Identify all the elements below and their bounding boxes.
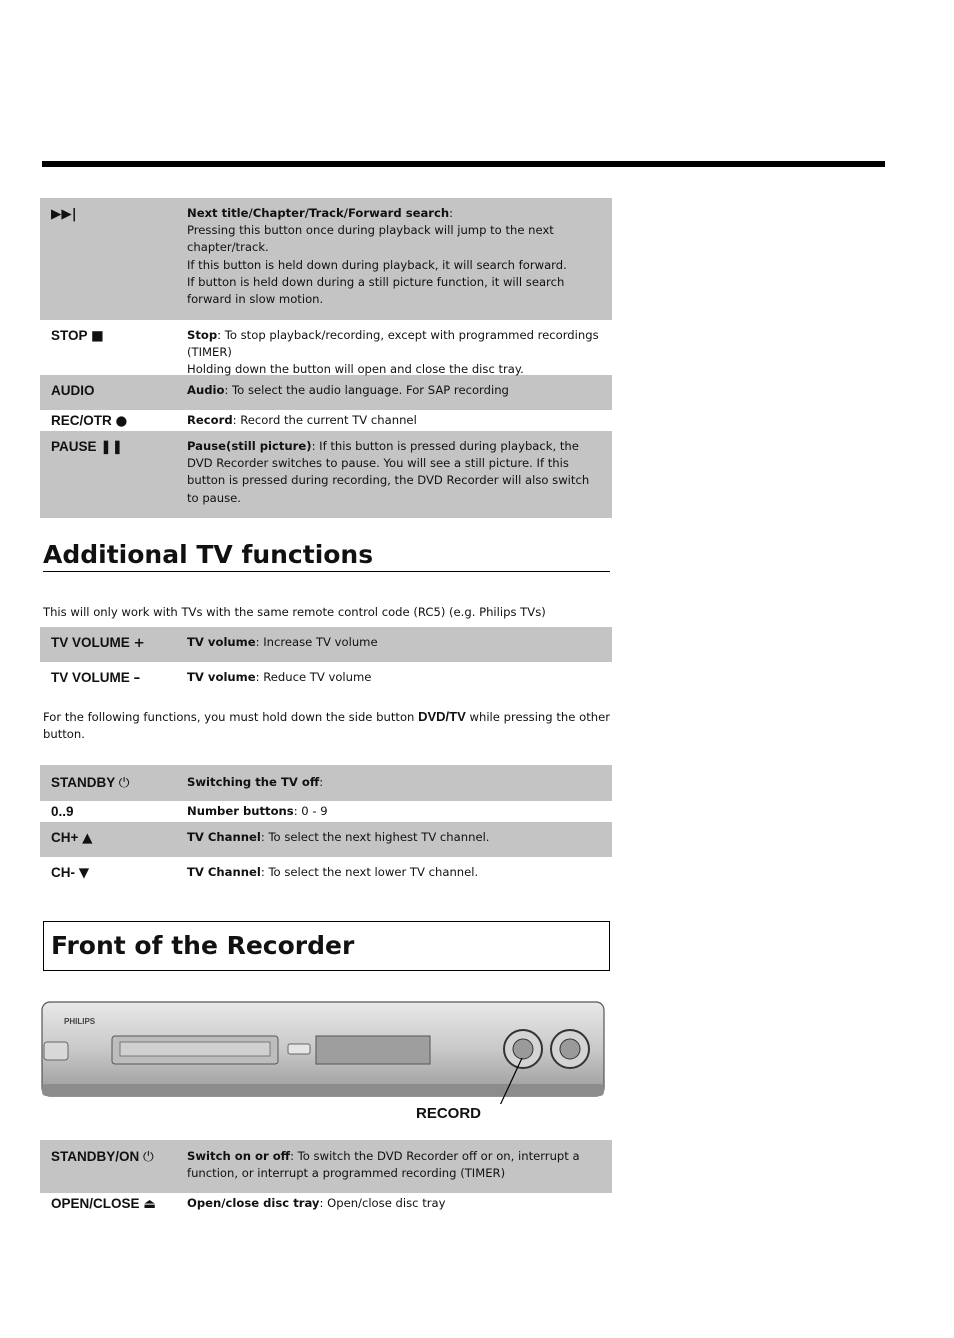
table-row	[40, 431, 612, 518]
row-key: STANDBY ⏻	[51, 775, 130, 791]
row-description: Stop: To stop playback/recording, except with programmed recordings (TIMER) Holding down the button will open and close the disc tray.	[187, 328, 599, 377]
minus-icon: –	[133, 670, 141, 686]
row-description: Open/close disc tray: Open/close disc tray	[187, 1196, 446, 1210]
power-icon: ⏻	[118, 775, 130, 791]
row-description: Record: Record the current TV channel	[187, 413, 417, 427]
recorder-front-image	[40, 996, 607, 1104]
row-key: CH+ ▲	[51, 830, 93, 846]
row-description: TV volume: Increase TV volume	[187, 635, 378, 649]
intro-paragraph: This will only work with TVs with the same remote control code (RC5) (e.g. Philips TVs)	[43, 605, 546, 619]
table-row	[40, 822, 612, 857]
stop-icon: ■	[91, 328, 104, 344]
row-key: OPEN/CLOSE ⏏	[51, 1196, 157, 1212]
row-key: AUDIO	[51, 383, 95, 398]
section-heading-tv-functions: Additional TV functions	[43, 540, 610, 572]
tv-functions-table	[40, 765, 612, 885]
table-row	[40, 662, 612, 690]
row-key: PAUSE ❚❚	[51, 439, 123, 455]
row-description: Pause(still picture): If this button is pressed during playback, the DVD Recorder switches to pause. You will see a still picture. If this button is pressed during recording, the DVD Recorder will also switch to pause.	[187, 439, 590, 505]
row-description: Switch on or off: To switch the DVD Recorder off or on, interrupt a function, or interrupt a programmed recording (TIMER)	[187, 1149, 580, 1181]
standby-button[interactable]	[44, 1042, 68, 1060]
front-buttons-table	[40, 1140, 612, 1219]
table-row	[40, 1193, 612, 1219]
table-row	[40, 1140, 612, 1193]
row-description: TV Channel: To select the next highest TV channel.	[187, 830, 490, 844]
table-row	[40, 198, 612, 320]
row-key: STANDBY/ON ⏻	[51, 1149, 154, 1165]
triangle-up-icon: ▲	[82, 830, 93, 846]
triangle-down-icon: ▼	[78, 865, 90, 881]
top-rule	[42, 161, 885, 167]
row-description: Number buttons: 0 - 9	[187, 804, 328, 818]
pause-icon: ❚❚	[100, 439, 123, 455]
row-description: Next title/Chapter/Track/Forward search: Pressing this button once during playback will jump to the next chapter/track. If this button is held down during playback, it will search forward. If button is held down during a still picture function, it will search forward in slow motion.	[187, 206, 567, 307]
tv-volume-table	[40, 627, 612, 690]
row-description: TV Channel: To select the next lower TV channel.	[187, 865, 479, 879]
table-row	[40, 857, 612, 885]
display-panel	[316, 1036, 430, 1064]
row-key: TV VOLUME –	[51, 670, 141, 686]
table-row	[40, 801, 612, 822]
row-description: Switching the TV off:	[187, 775, 324, 789]
row-description: Audio: To select the audio language. For SAP recording	[187, 383, 509, 397]
table-row	[40, 375, 612, 410]
row-description: TV volume: Reduce TV volume	[187, 670, 372, 684]
row-key: CH- ▼	[51, 865, 90, 881]
table-row	[40, 320, 612, 375]
table-row	[40, 765, 612, 801]
table-row	[40, 410, 612, 431]
plus-icon: +	[133, 635, 145, 651]
row-key: 0..9	[51, 804, 74, 819]
record-dot-icon: ●	[115, 413, 128, 429]
open-close-button[interactable]	[288, 1044, 310, 1054]
row-key: STOP ■	[51, 328, 104, 344]
brand-logo: PHILIPS	[64, 1017, 96, 1026]
row-key: TV VOLUME +	[51, 635, 145, 651]
row-key	[40, 205, 187, 313]
playback-buttons-table	[40, 198, 612, 518]
table-row	[40, 627, 612, 662]
next-icon: ▶▶|	[51, 206, 77, 222]
section-heading-front-recorder: Front of the Recorder	[43, 921, 610, 971]
hold-button-paragraph: For the following functions, you must hold down the side button DVD/TV while pressing the other button.	[43, 709, 610, 741]
eject-icon: ⏏	[143, 1196, 157, 1212]
row-key: REC/OTR ●	[51, 413, 128, 429]
record-callout-label: RECORD	[416, 1105, 482, 1122]
dvd-tv-button-name: DVD/TV	[418, 709, 466, 724]
power-icon: ⏻	[143, 1149, 154, 1165]
